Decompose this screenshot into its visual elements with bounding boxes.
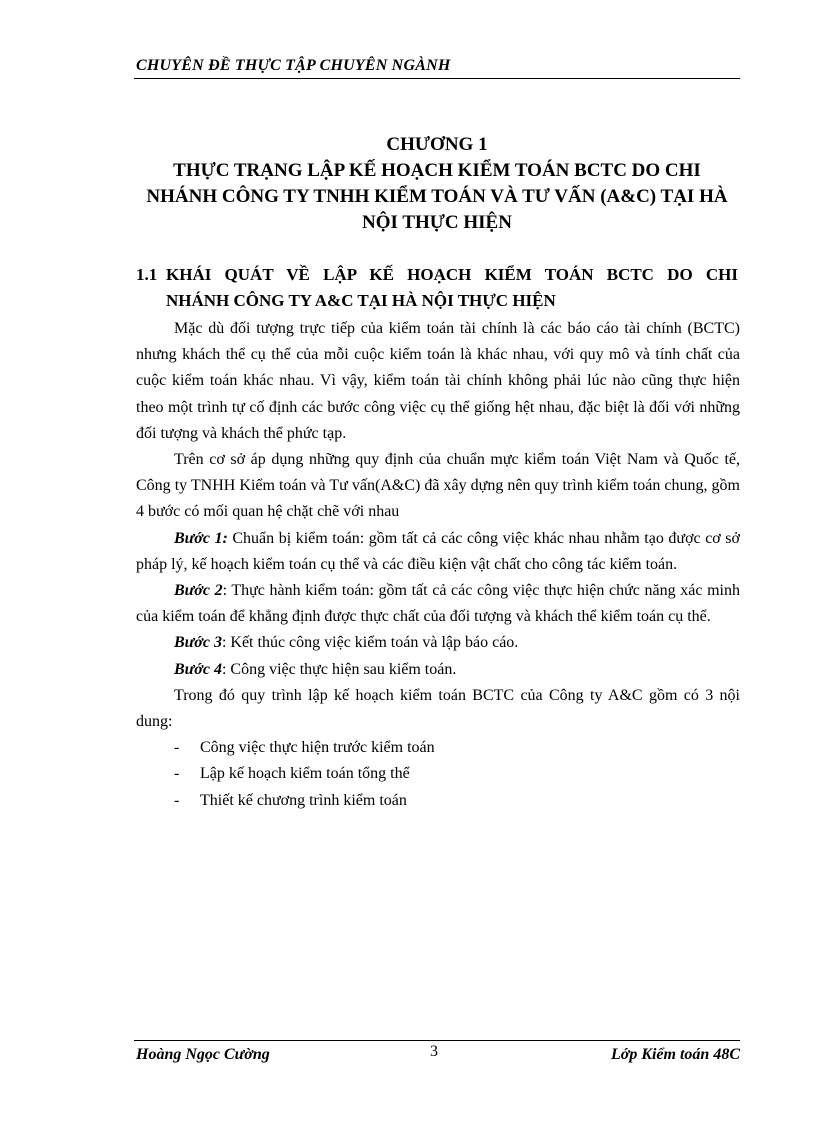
paragraph-3: Trong đó quy trình lập kế hoạch kiểm toán BCTC của Công ty A&C gồm có 3 nội dung: <box>136 686 740 731</box>
section-title-line-1: KHÁI QUÁT VỀ LẬP KẾ HOẠCH KIỂM TOÁN BCTC DO CHI <box>166 265 738 284</box>
step-2-text: : Thực hành kiểm toán: gồm tất cả các công việc thực hiện chức năng xác minh của kiểm toán để khẳng định được thực chất của đối tượng và khách thể kiểm toán cụ thể. <box>136 582 740 626</box>
chapter-title-line-3: NỘI THỰC HIỆN <box>362 212 512 233</box>
list-item <box>136 788 740 814</box>
section-title-line-2: NHÁNH CÔNG TY A&C TẠI HÀ NỘI THỰC HIỆN <box>166 291 556 310</box>
page-number: 3 <box>430 1043 438 1060</box>
section-number: 1.1 <box>136 265 158 284</box>
list-dash: - <box>174 739 180 757</box>
chapter-title-line-2: NHÁNH CÔNG TY TNHH KIỂM TOÁN VÀ TƯ VẤN (A&C) TẠI HÀ <box>146 186 728 207</box>
step-4-text: : Công việc thực hiện sau kiểm toán. <box>221 660 457 678</box>
page-footer <box>136 1043 740 1068</box>
step-3-label: Bước 3 <box>174 634 222 652</box>
list-dash: - <box>174 791 180 809</box>
step-1-label: Bước 1: <box>174 529 228 547</box>
list-item-text: Lập kế hoạch kiểm toán tổng thể <box>200 765 410 783</box>
paragraph-1: Mặc dù đối tượng trực tiếp của kiểm toán tài chính là các báo cáo tài chính (BCTC) nhưng khách thể cụ thể của mỗi cuộc kiểm toán là khác nhau, với quy mô và tính chất của cuộc kiểm toán khác nhau. Vì vậy, kiểm toán tài chính không phải lúc nào cũng thực hiện theo một trình tự cố định các bước công việc cụ thể giống hệt nhau, đặc biệt là đối với những đối tượng và khách thể phức tạp. <box>136 320 740 442</box>
body-text <box>136 316 740 814</box>
step-1 <box>136 526 740 578</box>
list-item-text: Thiết kế chương trình kiểm toán <box>200 791 407 809</box>
header-divider <box>134 78 740 79</box>
chapter-number: CHƯƠNG 1 <box>386 134 488 155</box>
step-4-label: Bước 4 <box>174 660 222 678</box>
chapter-title-line-1: THỰC TRẠNG LẬP KẾ HOẠCH KIỂM TOÁN BCTC DO CHI <box>173 160 701 181</box>
step-4 <box>136 657 740 683</box>
footer-author: Hoàng Ngọc Cường <box>136 1046 270 1063</box>
footer-divider <box>134 1040 740 1041</box>
paragraph-2: Trên cơ sở áp dụng những quy định của chuẩn mực kiểm toán Việt Nam và Quốc tế, Công ty TNHH Kiểm toán và Tư vấn(A&C) đã xây dựng nên quy trình kiểm toán chung, gồm 4 bước có mối quan hệ chặt chẽ với nhau <box>136 451 740 521</box>
footer-class-name: Lớp Kiểm toán 48C <box>610 1046 740 1063</box>
step-3 <box>136 630 740 656</box>
page-header-title: CHUYÊN ĐỀ THỰC TẬP CHUYÊN NGÀNH <box>136 57 451 74</box>
chapter-heading <box>134 132 740 236</box>
step-2-label: Bước 2 <box>174 582 223 600</box>
list-item <box>136 761 740 787</box>
step-2 <box>136 578 740 630</box>
content-list <box>136 735 740 814</box>
step-3-text: : Kết thúc công việc kiểm toán và lập báo cáo. <box>221 634 519 652</box>
step-1-text: Chuẩn bị kiểm toán: gồm tất cả các công việc khác nhau nhằm tạo được cơ sở pháp lý, kế hoạch kiểm toán cụ thể và các điều kiện vật chất cho công tác kiểm toán. <box>136 529 740 573</box>
section-heading <box>136 262 738 314</box>
list-item <box>136 735 740 761</box>
list-item-text: Công việc thực hiện trước kiểm toán <box>200 739 435 757</box>
list-dash: - <box>174 765 180 783</box>
